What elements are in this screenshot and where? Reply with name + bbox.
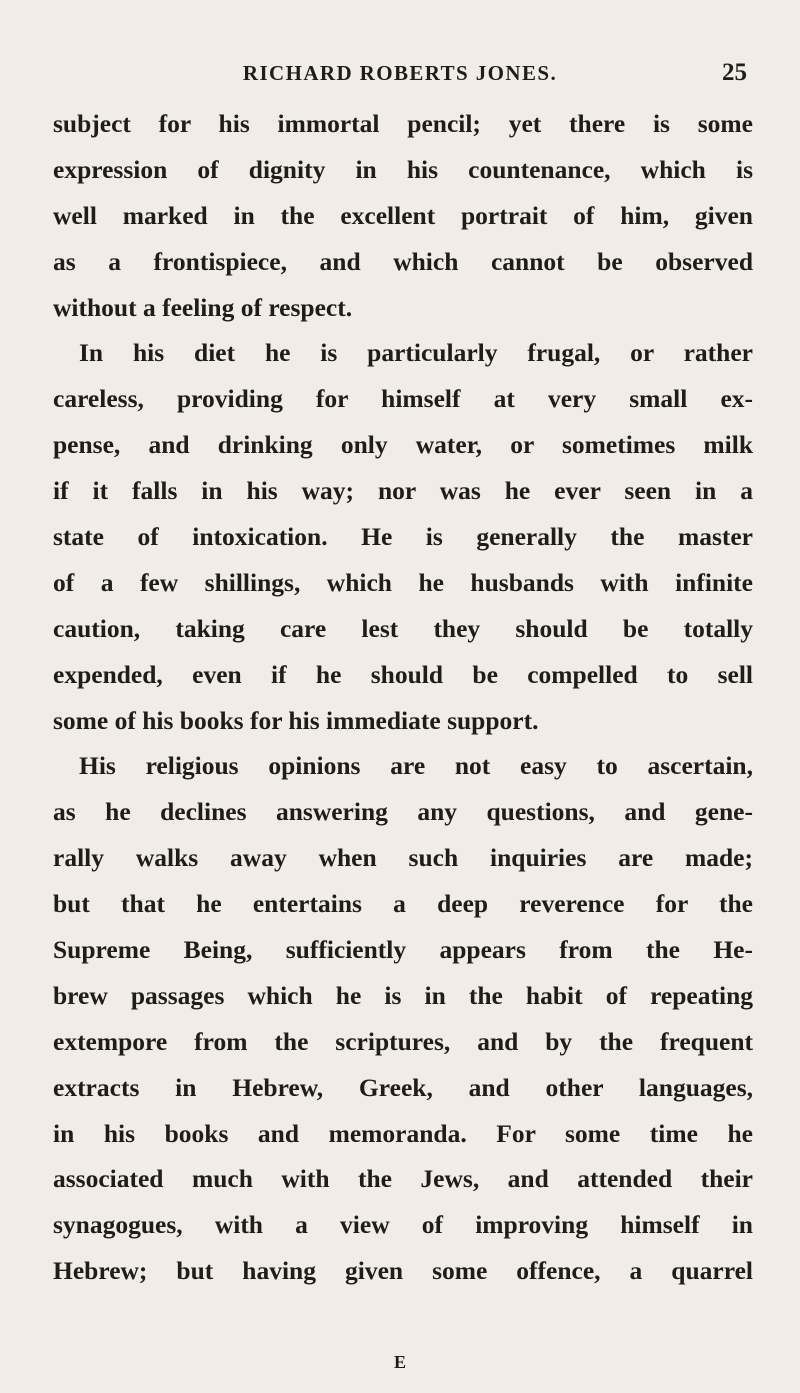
- text-line: careless, providing for himself at very small ex-: [53, 384, 753, 414]
- text-line: expression of dignity in his countenance, which is: [53, 154, 753, 184]
- text-line: of a few shillings, which he husbands with infinite: [53, 567, 753, 597]
- text-line: some of his books for his immediate support.: [53, 705, 539, 735]
- text-line: in his books and memoranda. For some time he: [53, 1118, 753, 1148]
- text-line: but that he entertains a deep reverence for the: [53, 889, 753, 919]
- text-line: caution, taking care lest they should be totally: [53, 613, 753, 643]
- text-line: extracts in Hebrew, Greek, and other languages,: [53, 1072, 753, 1102]
- text-line: as he declines answering any questions, and gene-: [53, 797, 753, 827]
- running-head: [0, 58, 800, 92]
- text-line: Hebrew; but having given some offence, a quarrel: [53, 1256, 753, 1286]
- text-line: extempore from the scriptures, and by the frequent: [53, 1026, 753, 1056]
- text-line: expended, even if he should be compelled to sell: [53, 659, 753, 689]
- page-number: 25: [722, 59, 747, 86]
- text-line: if it falls in his way; nor was he ever seen in a: [53, 476, 753, 506]
- text-line: brew passages which he is in the habit of repeating: [53, 980, 753, 1010]
- text-line: synagogues, with a view of improving himself in: [53, 1210, 753, 1240]
- text-line: pense, and drinking only water, or sometimes milk: [53, 430, 753, 460]
- signature-mark: E: [393, 1352, 406, 1372]
- text-line: as a frontispiece, and which cannot be observed: [53, 246, 753, 276]
- paragraph-start-line: In his diet he is particularly frugal, or rather: [79, 338, 753, 368]
- text-line: Supreme Being, sufficiently appears from the He-: [53, 935, 753, 965]
- body-text: [53, 101, 753, 1294]
- text-line: subject for his immortal pencil; yet there is some: [53, 109, 753, 138]
- text-line: well marked in the excellent portrait of him, given: [53, 200, 753, 230]
- text-line: state of intoxication. He is generally the master: [53, 522, 753, 552]
- text-line: without a feeling of respect.: [53, 292, 353, 322]
- running-title: RICHARD ROBERTS JONES.: [242, 61, 558, 85]
- text-line: associated much with the Jews, and attended their: [53, 1164, 753, 1194]
- paragraph-start-line: His religious opinions are not easy to ascertain,: [79, 751, 753, 781]
- text-line: rally walks away when such inquiries are made;: [53, 843, 753, 873]
